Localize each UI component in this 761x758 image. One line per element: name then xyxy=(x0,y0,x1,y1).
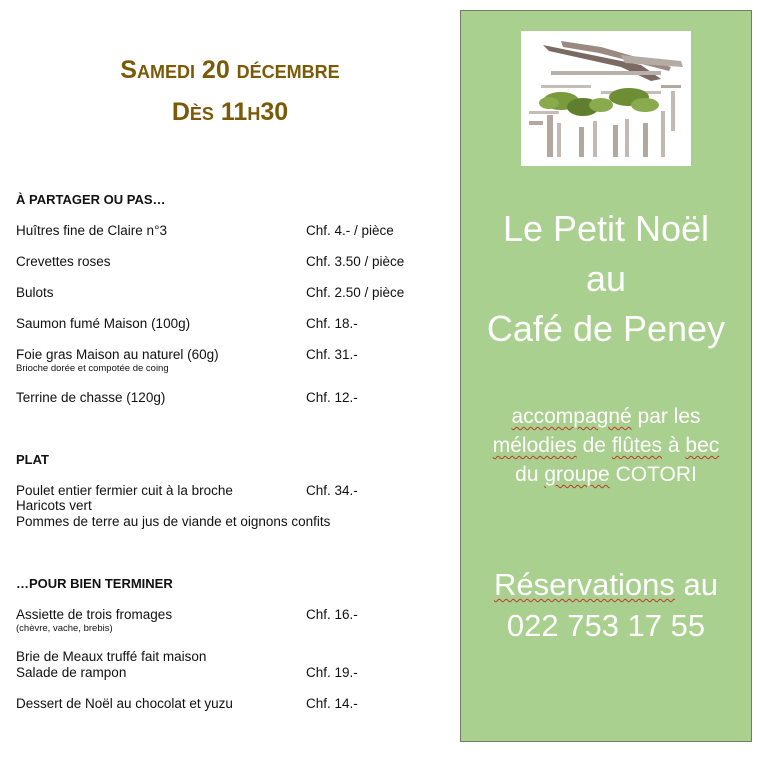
subtitle-word: bec xyxy=(685,434,720,457)
menu-item: Foie gras Maison au naturel (60g) xyxy=(16,347,219,362)
menu-item-price: Chf. 31.- xyxy=(306,347,358,362)
reservation-label: Réservations xyxy=(493,567,675,602)
subtitle-word: par les xyxy=(631,405,701,428)
event-title xyxy=(461,204,751,354)
menu-item: Poulet entier fermier cuit à la broche xyxy=(16,483,233,498)
subtitle-word: de xyxy=(576,434,612,457)
event-panel xyxy=(460,10,752,742)
menu-item-note: (chèvre, vache, brebis) xyxy=(16,623,113,634)
subtitle-word: flûtes xyxy=(611,434,663,457)
section-title-share: À PARTAGER OU PAS… xyxy=(16,192,166,207)
event-title-line: Le Petit Noël xyxy=(502,208,710,249)
menu-item-price: Chf. 16.- xyxy=(306,607,358,622)
menu-item-price: Chf. 34.- xyxy=(306,483,358,498)
menu-item: Assiette de trois fromages xyxy=(16,607,173,622)
menu-item: Salade de rampon xyxy=(16,665,127,680)
menu-item-price: Chf. 19.- xyxy=(306,665,358,680)
event-date: Samedi 20 décembre xyxy=(120,56,340,84)
section-title-main: PLAT xyxy=(16,452,49,467)
menu-item: Bulots xyxy=(16,285,54,300)
menu-item-note: Brioche dorée et compotée de coing xyxy=(16,363,169,374)
event-title-line: Café de Peney xyxy=(486,308,726,349)
menu-item-price: Chf. 4.- / pièce xyxy=(306,223,394,238)
subtitle-word: du xyxy=(515,463,545,486)
phone-number: 022 753 17 55 xyxy=(506,608,706,643)
menu-item: Terrine de chasse (120g) xyxy=(16,390,166,405)
event-title-line: au xyxy=(585,258,627,299)
event-time: Dès 11h30 xyxy=(171,98,289,126)
subtitle-word: COTORI xyxy=(609,463,697,486)
menu-item-price: Chf. 3.50 / pièce xyxy=(306,254,405,269)
reservation-suffix: au xyxy=(674,567,719,602)
menu-item-price: Chf. 12.- xyxy=(306,390,358,405)
menu-item: Crevettes roses xyxy=(16,254,111,269)
subtitle-word: mélodies xyxy=(492,434,577,457)
menu-item: Brie de Meaux truffé fait maison xyxy=(16,649,207,664)
reservation-info xyxy=(461,564,751,646)
menu-item-price: Chf. 14.- xyxy=(306,696,358,711)
menu-item: Haricots vert xyxy=(16,498,92,513)
subtitle-word: accompagné xyxy=(511,405,632,428)
menu-item: Huîtres fine de Claire n°3 xyxy=(16,223,167,238)
menu-item: Saumon fumé Maison (100g) xyxy=(16,316,191,331)
music-note xyxy=(461,402,751,489)
menu-item: Dessert de Noël au chocolat et yuzu xyxy=(16,696,233,711)
cafe-building-logo-icon xyxy=(521,31,691,166)
menu-item: Pommes de terre au jus de viande et oignons confits xyxy=(16,514,331,529)
subtitle-word: à xyxy=(662,434,686,457)
section-title-end: …POUR BIEN TERMINER xyxy=(16,576,173,591)
subtitle-word: groupe xyxy=(544,463,610,486)
menu-item-price: Chf. 2.50 / pièce xyxy=(306,285,405,300)
menu-item-price: Chf. 18.- xyxy=(306,316,358,331)
